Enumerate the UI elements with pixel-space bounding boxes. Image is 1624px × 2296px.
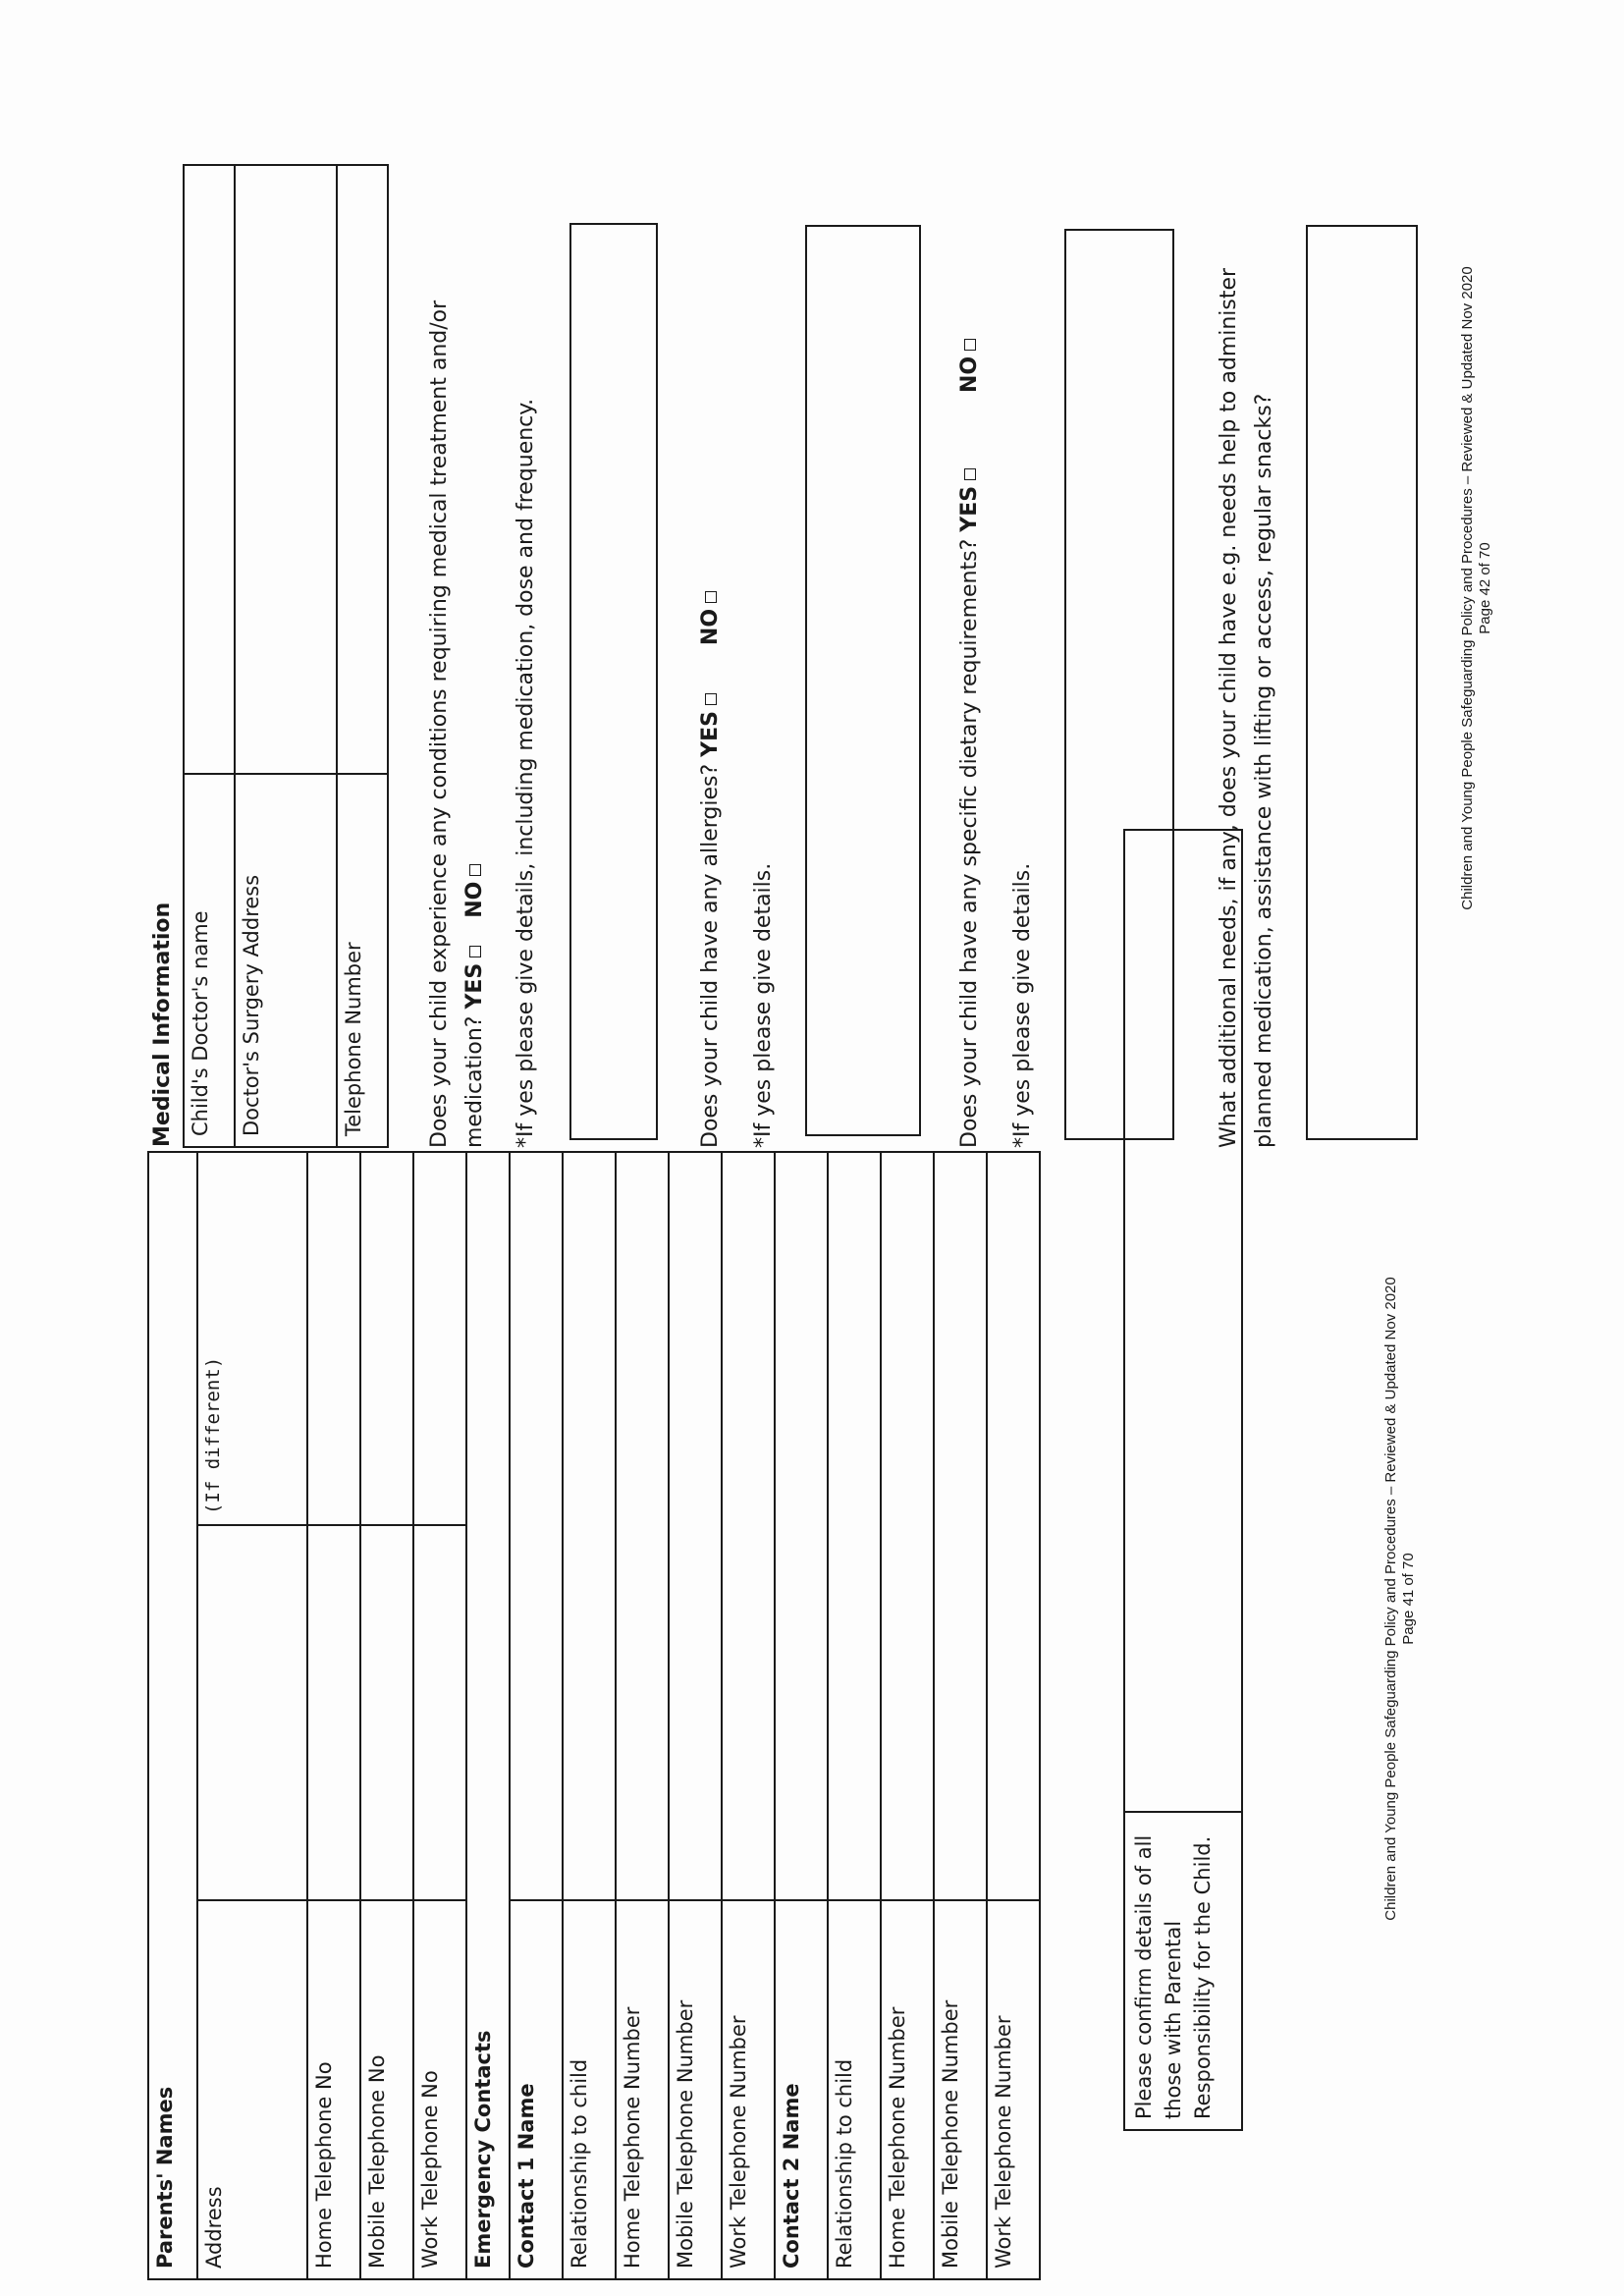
question-allergies (693, 591, 729, 1148)
dietary-no-checkbox[interactable] (964, 339, 976, 351)
home2-label: Home Telephone Number (881, 1900, 934, 2279)
home1-field[interactable] (616, 1152, 669, 1900)
medical-yes-label: YES (462, 962, 487, 1010)
footer-page-number: Page 42 of 70 (1477, 542, 1493, 634)
address-if-different[interactable]: (If different) (197, 1152, 307, 1525)
allergies-no-checkbox[interactable] (705, 591, 717, 603)
question-additional-line2: planned medication, assistance with lifting or access, regular snacks? (1252, 393, 1276, 1148)
contact1-name-label: Contact 1 Name (510, 1900, 563, 2279)
work-tel-field-2[interactable] (413, 1152, 466, 1525)
footer-page-42 (1459, 146, 1494, 1030)
medical-details-box[interactable] (569, 223, 658, 1140)
allergies-details-instruction: *If yes please give details. (751, 862, 776, 1148)
question-medical-line2 (458, 166, 493, 1148)
telephone-number-field[interactable] (337, 165, 388, 774)
dietary-yes-checkbox[interactable] (964, 468, 976, 480)
footer-title: Children and Young People Safeguarding Policy and Procedures – Reviewed & Updated Nov 2020 (1382, 1277, 1399, 1921)
allergies-yes-label: YES (698, 711, 723, 757)
telephone-number-label: Telephone Number (337, 774, 388, 1147)
footer-page-41 (1382, 1157, 1418, 2041)
question-medical-line2-text: medication? (462, 1015, 487, 1148)
footer-title: Children and Young People Safeguarding Policy and Procedures – Reviewed & Updated Nov 2020 (1459, 266, 1476, 910)
home-tel-field-2[interactable] (307, 1152, 360, 1525)
question-medical-conditions (422, 166, 493, 1148)
dietary-details-instruction: *If yes please give details. (1010, 862, 1035, 1148)
contact1-name-field[interactable] (510, 1152, 563, 1900)
doctor-name-field[interactable] (184, 165, 235, 774)
medical-no-checkbox[interactable] (469, 864, 481, 876)
question-allergies-text: Does your child have any allergies? (698, 763, 723, 1148)
question-additional-needs (1212, 166, 1282, 1148)
question-dietary (952, 339, 988, 1148)
home1-label: Home Telephone Number (616, 1900, 669, 2279)
surgery-address-field[interactable] (235, 165, 337, 774)
home-tel-label: Home Telephone No (307, 1900, 360, 2279)
dietary-details-box[interactable] (1064, 229, 1174, 1140)
mobile2-label: Mobile Telephone Number (934, 1900, 987, 2279)
confirm-parental-label: Please confirm details of all those with Parental Responsibility for the Child. (1124, 1812, 1242, 2130)
page-41 (0, 1148, 1624, 2296)
parents-names-label: Parents' Names (148, 1152, 197, 2279)
address-label: Address (197, 1900, 307, 2279)
dietary-no-label: NO (957, 355, 982, 393)
work1-label: Work Telephone Number (722, 1900, 775, 2279)
mobile-tel-field-2[interactable] (360, 1152, 413, 1525)
medical-details-instruction: *If yes please give details, including medication, dose and frequency. (514, 398, 538, 1148)
relationship2-label: Relationship to child (828, 1900, 881, 2279)
medical-no-label: NO (462, 881, 487, 918)
work-tel-field-1[interactable] (413, 1525, 466, 1900)
mobile-tel-field-1[interactable] (360, 1525, 413, 1900)
home2-field[interactable] (881, 1152, 934, 1900)
relationship1-label: Relationship to child (563, 1900, 616, 2279)
allergies-yes-checkbox[interactable] (705, 693, 717, 705)
parents-contacts-table (147, 1151, 1041, 2280)
surgery-address-label: Doctor's Surgery Address (235, 774, 337, 1147)
emergency-contacts-heading: Emergency Contacts (466, 1152, 510, 2279)
mobile1-field[interactable] (669, 1152, 722, 1900)
additional-needs-box[interactable] (1306, 225, 1418, 1140)
contact2-name-field[interactable] (775, 1152, 828, 1900)
work1-field[interactable] (722, 1152, 775, 1900)
address-field[interactable] (197, 1525, 307, 1900)
work-tel-label: Work Telephone No (413, 1900, 466, 2279)
medical-yes-checkbox[interactable] (469, 946, 481, 957)
work2-label: Work Telephone Number (987, 1900, 1040, 2279)
contact2-name-label: Contact 2 Name (775, 1900, 828, 2279)
relationship1-field[interactable] (563, 1152, 616, 1900)
mobile2-field[interactable] (934, 1152, 987, 1900)
mobile1-label: Mobile Telephone Number (669, 1900, 722, 2279)
question-additional-line1: What additional needs, if any, does your child have e.g. needs help to administer (1217, 267, 1241, 1148)
dietary-yes-label: YES (957, 485, 982, 532)
footer-page-number: Page 41 of 70 (1400, 1553, 1417, 1645)
question-dietary-text: Does your child have any specific dietary requirements? (957, 538, 982, 1148)
allergies-no-label: NO (698, 608, 723, 646)
allergies-details-box[interactable] (805, 225, 921, 1136)
mobile-tel-label: Mobile Telephone No (360, 1900, 413, 2279)
doctor-table (183, 164, 389, 1148)
question-medical-line1: Does your child experience any conditions requiring medical treatment and/or (427, 300, 452, 1148)
doctor-name-label: Child's Doctor's name (184, 774, 235, 1147)
home-tel-field-1[interactable] (307, 1525, 360, 1900)
work2-field[interactable] (987, 1152, 1040, 1900)
relationship2-field[interactable] (828, 1152, 881, 1900)
medical-information-heading: Medical Information (150, 902, 175, 1147)
